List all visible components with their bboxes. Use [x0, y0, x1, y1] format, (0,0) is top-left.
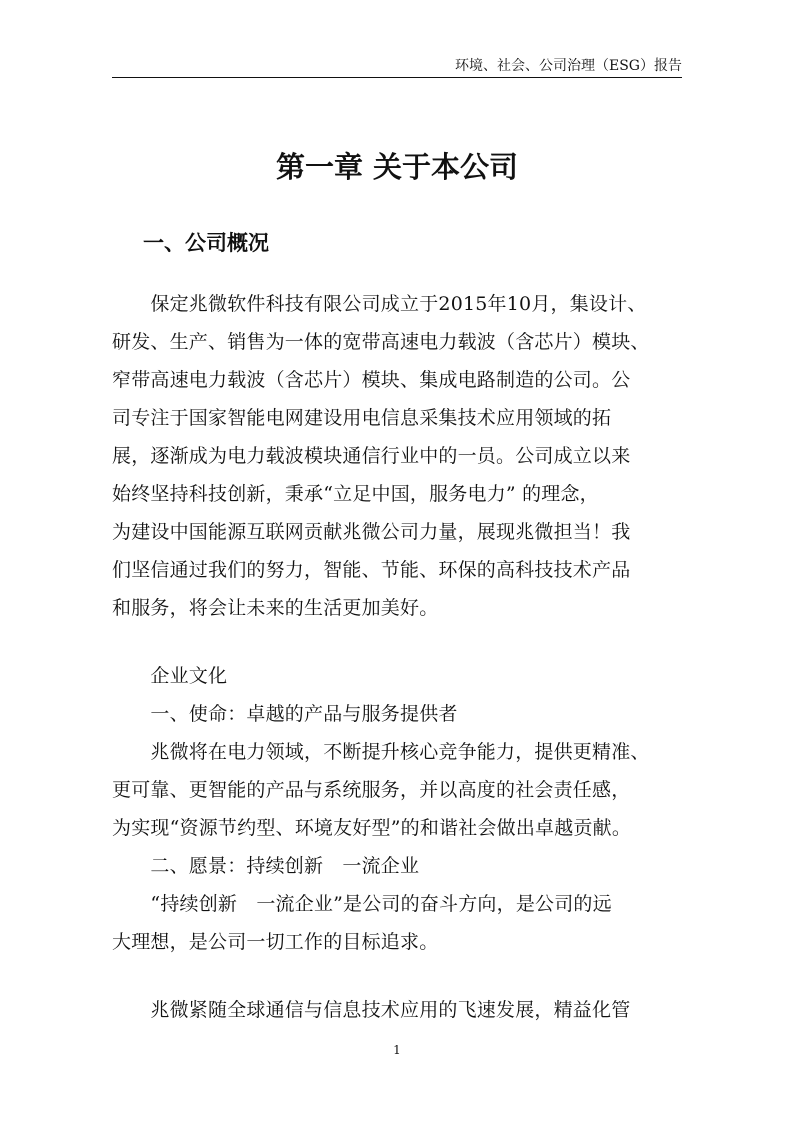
- header-divider: [112, 77, 682, 78]
- text-line: 司专注于国家智能电网建设用电信息采集技术应用领域的拓: [112, 407, 612, 429]
- text-line: “持续创新 一流企业”是公司的奋斗方向，是公司的远: [112, 893, 612, 915]
- text-line: 大理想，是公司一切工作的目标追求。: [112, 931, 439, 953]
- company-overview-paragraph: [112, 285, 697, 627]
- text-line: 兆微将在电力领域，不断提升核心竞争能力，提供更精准、: [112, 741, 650, 763]
- text-line: 窄带高速电力载波（含芯片）模块、集成电路制造的公司。公: [112, 369, 631, 391]
- text-line: 和服务，将会让未来的生活更加美好。: [112, 597, 439, 619]
- text-line: 为建设中国能源互联网贡献兆微公司力量，展现兆微担当！我: [112, 521, 631, 543]
- text-line: 展，逐渐成为电力载波模块通信行业中的一员。公司成立以来: [112, 445, 631, 467]
- mission-heading: 一、使命：卓越的产品与服务提供者: [112, 703, 458, 725]
- corporate-culture-section: [112, 657, 697, 961]
- text-line: 们坚信通过我们的努力，智能、节能、环保的高科技技术产品: [112, 559, 631, 581]
- culture-heading: 企业文化: [112, 665, 228, 687]
- text-line: 始终坚持科技创新，秉承“立足中国，服务电力” 的理念，: [112, 483, 599, 505]
- vision-heading: 二、愿景：持续创新 一流企业: [112, 855, 420, 877]
- text-line: 兆微紧随全球通信与信息技术应用的飞速发展，精益化管: [112, 999, 631, 1021]
- text-line: 为实现“资源节约型、环境友好型”的和谐社会做出卓越贡献。: [112, 817, 632, 839]
- page-number: 1: [393, 1043, 401, 1057]
- text-line: 保定兆微软件科技有限公司成立于2015年10月，集设计、: [112, 293, 647, 315]
- text-line: 研发、生产、销售为一体的宽带高速电力载波（含芯片）模块、: [112, 331, 650, 353]
- section-title: 一、公司概况: [143, 231, 269, 255]
- running-header: 环境、社会、公司治理（ESG）报告: [455, 58, 682, 74]
- continuation-paragraph: [112, 991, 697, 1029]
- chapter-title: 第一章 关于本公司: [275, 150, 519, 184]
- text-line: 更可靠、更智能的产品与系统服务，并以高度的社会责任感，: [112, 779, 631, 801]
